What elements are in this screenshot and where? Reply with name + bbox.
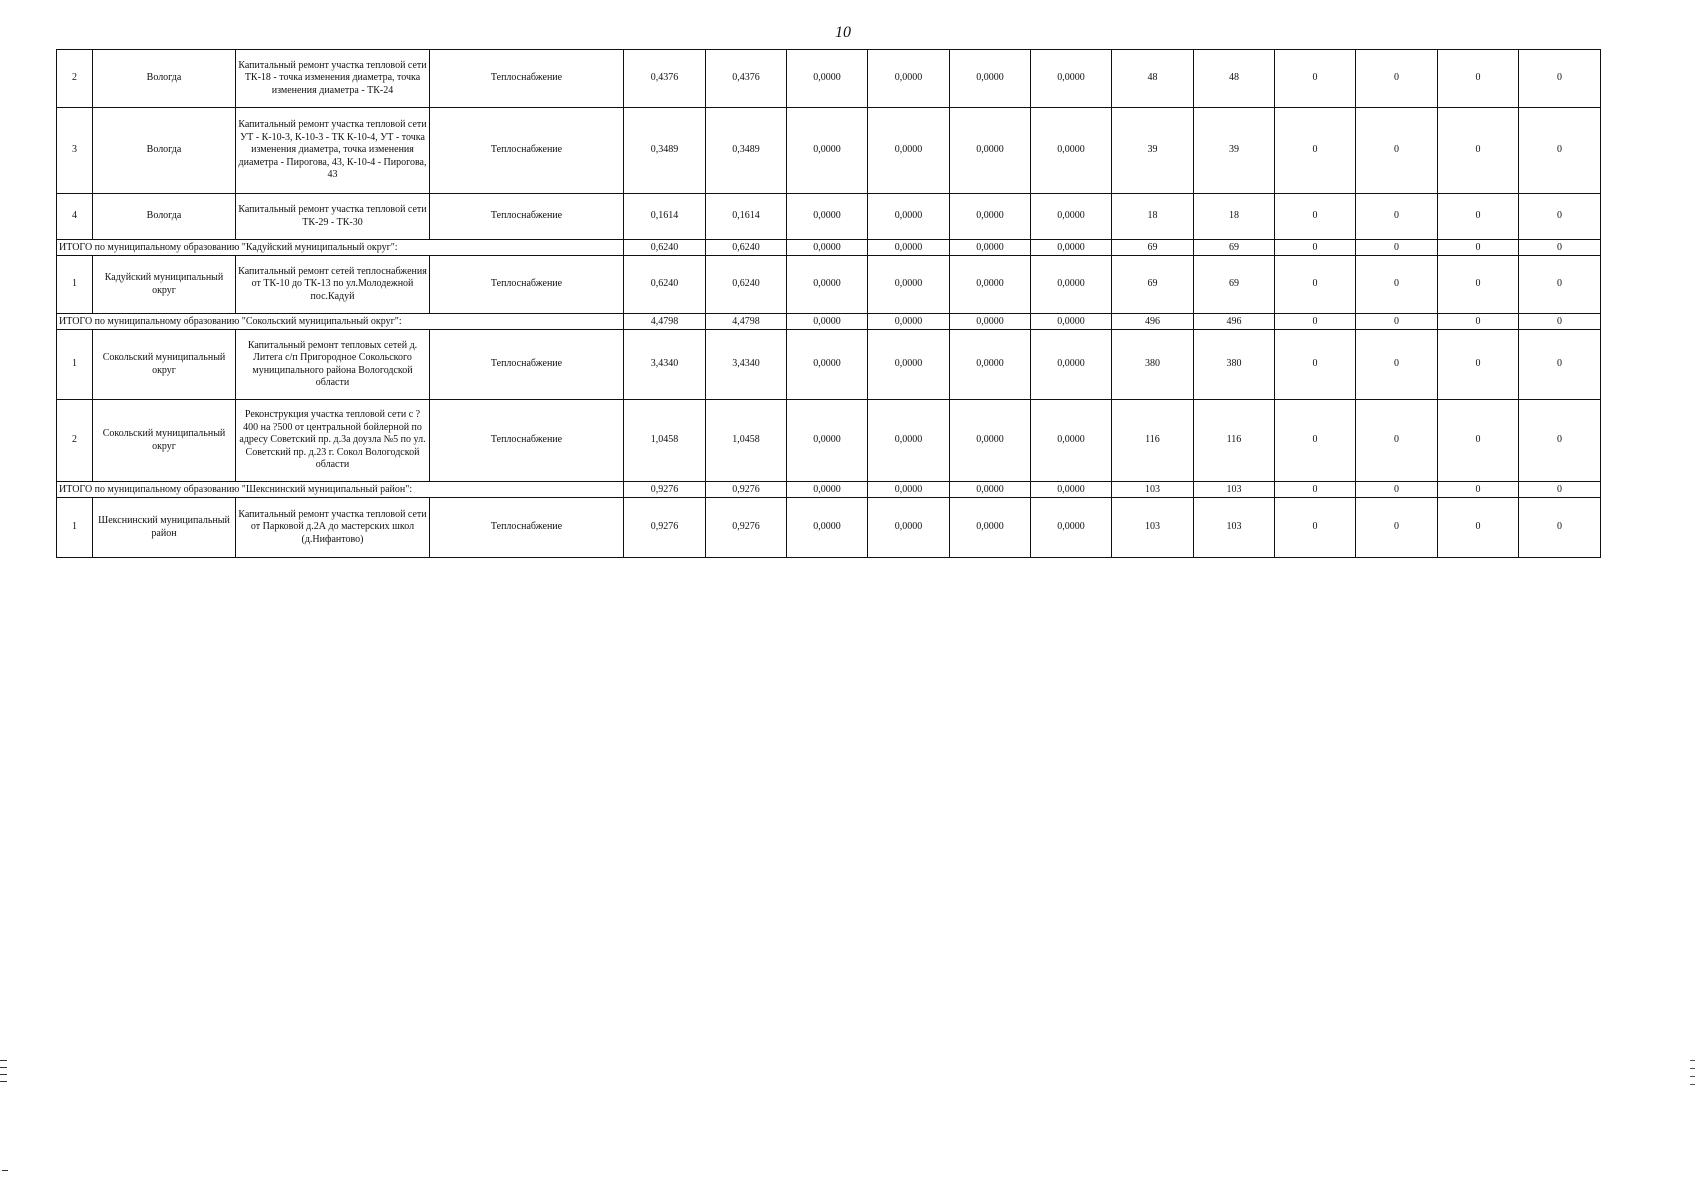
value-cell: 4,4798 bbox=[624, 314, 706, 330]
value-cell: 0 bbox=[1519, 108, 1601, 194]
value-cell: 0 bbox=[1275, 482, 1356, 498]
value-cell: 0,0000 bbox=[950, 256, 1031, 314]
value-cell: 0,0000 bbox=[868, 498, 950, 558]
right-margin-marks bbox=[1690, 1060, 1696, 1100]
value-cell: 0 bbox=[1356, 256, 1438, 314]
value-cell: 0,0000 bbox=[868, 400, 950, 482]
total-label: ИТОГО по муниципальному образованию "Шекснинский муниципальный район": bbox=[57, 482, 624, 498]
value-cell: 0,0000 bbox=[950, 108, 1031, 194]
territory-cell: Шекснинский муниципальный район bbox=[93, 498, 236, 558]
value-cell: 0 bbox=[1519, 194, 1601, 240]
value-cell: 0,0000 bbox=[787, 108, 868, 194]
value-cell: 0,1614 bbox=[706, 194, 787, 240]
value-cell: 0,0000 bbox=[787, 194, 868, 240]
value-cell: 0 bbox=[1519, 50, 1601, 108]
value-cell: 0 bbox=[1356, 240, 1438, 256]
value-cell: 3,4340 bbox=[706, 330, 787, 400]
value-cell: 0,0000 bbox=[950, 314, 1031, 330]
value-cell: 103 bbox=[1112, 482, 1194, 498]
row-number: 1 bbox=[57, 330, 93, 400]
value-cell: 0,0000 bbox=[1031, 400, 1112, 482]
value-cell: 0,0000 bbox=[868, 482, 950, 498]
value-cell: 0,0000 bbox=[868, 194, 950, 240]
value-cell: 0,0000 bbox=[950, 498, 1031, 558]
row-number: 4 bbox=[57, 194, 93, 240]
territory-cell: Вологда bbox=[93, 50, 236, 108]
value-cell: 0 bbox=[1438, 330, 1519, 400]
row-number: 2 bbox=[57, 50, 93, 108]
value-cell: 380 bbox=[1194, 330, 1275, 400]
value-cell: 39 bbox=[1112, 108, 1194, 194]
value-cell: 0,9276 bbox=[624, 482, 706, 498]
value-cell: 0 bbox=[1438, 498, 1519, 558]
value-cell: 0 bbox=[1275, 194, 1356, 240]
table-row bbox=[57, 256, 1601, 314]
value-cell: 0 bbox=[1356, 400, 1438, 482]
value-cell: 380 bbox=[1112, 330, 1194, 400]
value-cell: 0,9276 bbox=[624, 498, 706, 558]
value-cell: 103 bbox=[1194, 498, 1275, 558]
left-margin-marks bbox=[0, 1060, 8, 1098]
value-cell: 0,4376 bbox=[706, 50, 787, 108]
kind-cell: Теплоснабжение bbox=[430, 400, 624, 482]
kind-cell: Теплоснабжение bbox=[430, 256, 624, 314]
value-cell: 0,0000 bbox=[950, 400, 1031, 482]
value-cell: 0 bbox=[1438, 50, 1519, 108]
value-cell: 3,4340 bbox=[624, 330, 706, 400]
value-cell: 0,1614 bbox=[624, 194, 706, 240]
value-cell: 0,0000 bbox=[868, 330, 950, 400]
value-cell: 116 bbox=[1194, 400, 1275, 482]
row-number: 1 bbox=[57, 256, 93, 314]
row-number: 3 bbox=[57, 108, 93, 194]
value-cell: 0,0000 bbox=[787, 330, 868, 400]
value-cell: 0 bbox=[1275, 256, 1356, 314]
table-row bbox=[57, 194, 1601, 240]
event-cell: Капитальный ремонт тепловых сетей д. Литега с/п Пригородное Сокольского муниципального района Вологодской области bbox=[236, 330, 430, 400]
investment-table bbox=[56, 49, 1601, 558]
value-cell: 0 bbox=[1438, 400, 1519, 482]
value-cell: 48 bbox=[1112, 50, 1194, 108]
territory-cell: Вологда bbox=[93, 108, 236, 194]
kind-cell: Теплоснабжение bbox=[430, 108, 624, 194]
value-cell: 18 bbox=[1194, 194, 1275, 240]
value-cell: 0,0000 bbox=[787, 498, 868, 558]
row-number: 1 bbox=[57, 498, 93, 558]
value-cell: 0,9276 bbox=[706, 498, 787, 558]
value-cell: 0,0000 bbox=[950, 330, 1031, 400]
value-cell: 0,0000 bbox=[950, 194, 1031, 240]
value-cell: 0,0000 bbox=[1031, 314, 1112, 330]
value-cell: 69 bbox=[1194, 256, 1275, 314]
value-cell: 0 bbox=[1275, 330, 1356, 400]
value-cell: 0 bbox=[1519, 314, 1601, 330]
value-cell: 0 bbox=[1519, 240, 1601, 256]
value-cell: 0,4376 bbox=[624, 50, 706, 108]
value-cell: 39 bbox=[1194, 108, 1275, 194]
value-cell: 0,0000 bbox=[950, 50, 1031, 108]
value-cell: 0 bbox=[1356, 482, 1438, 498]
value-cell: 103 bbox=[1112, 498, 1194, 558]
value-cell: 0,0000 bbox=[868, 108, 950, 194]
value-cell: 103 bbox=[1194, 482, 1275, 498]
territory-cell: Вологда bbox=[93, 194, 236, 240]
event-cell: Капитальный ремонт участка тепловой сети от Парковой д.2А до мастерских школ (д.Нифантово) bbox=[236, 498, 430, 558]
value-cell: 0,0000 bbox=[787, 314, 868, 330]
left-margin-dash bbox=[2, 1170, 8, 1171]
value-cell: 496 bbox=[1194, 314, 1275, 330]
value-cell: 18 bbox=[1112, 194, 1194, 240]
value-cell: 0,0000 bbox=[1031, 256, 1112, 314]
value-cell: 0,0000 bbox=[950, 482, 1031, 498]
value-cell: 0,0000 bbox=[1031, 108, 1112, 194]
value-cell: 0,6240 bbox=[706, 240, 787, 256]
value-cell: 0 bbox=[1275, 498, 1356, 558]
value-cell: 0 bbox=[1356, 314, 1438, 330]
value-cell: 0,0000 bbox=[787, 50, 868, 108]
value-cell: 0,0000 bbox=[1031, 50, 1112, 108]
value-cell: 69 bbox=[1112, 240, 1194, 256]
value-cell: 0 bbox=[1519, 256, 1601, 314]
value-cell: 0,0000 bbox=[1031, 482, 1112, 498]
value-cell: 0,0000 bbox=[868, 240, 950, 256]
value-cell: 0 bbox=[1438, 108, 1519, 194]
total-row bbox=[57, 314, 1601, 330]
value-cell: 0,0000 bbox=[868, 314, 950, 330]
value-cell: 116 bbox=[1112, 400, 1194, 482]
row-number: 2 bbox=[57, 400, 93, 482]
value-cell: 0,6240 bbox=[624, 240, 706, 256]
value-cell: 0 bbox=[1275, 50, 1356, 108]
value-cell: 0 bbox=[1275, 314, 1356, 330]
event-cell: Капитальный ремонт участка тепловой сети ТК-29 - ТК-30 bbox=[236, 194, 430, 240]
total-label: ИТОГО по муниципальному образованию "Сокольский муниципальный округ": bbox=[57, 314, 624, 330]
value-cell: 0 bbox=[1438, 256, 1519, 314]
territory-cell: Кадуйский муниципальный округ bbox=[93, 256, 236, 314]
value-cell: 0,0000 bbox=[1031, 194, 1112, 240]
table-row bbox=[57, 108, 1601, 194]
value-cell: 0,0000 bbox=[787, 400, 868, 482]
value-cell: 0,0000 bbox=[1031, 330, 1112, 400]
value-cell: 0,3489 bbox=[624, 108, 706, 194]
event-cell: Реконструкция участка тепловой сети с ?400 на ?500 от центральной бойлерной по адресу Советский пр. д.3а доузла №5 по ул. Советский пр. д.23 г. Сокол Вологодской области bbox=[236, 400, 430, 482]
value-cell: 0,0000 bbox=[1031, 240, 1112, 256]
value-cell: 0 bbox=[1519, 330, 1601, 400]
value-cell: 0,0000 bbox=[950, 240, 1031, 256]
value-cell: 0 bbox=[1519, 498, 1601, 558]
value-cell: 0,6240 bbox=[706, 256, 787, 314]
value-cell: 0,0000 bbox=[787, 482, 868, 498]
value-cell: 69 bbox=[1194, 240, 1275, 256]
kind-cell: Теплоснабжение bbox=[430, 498, 624, 558]
value-cell: 0,0000 bbox=[1031, 498, 1112, 558]
value-cell: 0,0000 bbox=[787, 256, 868, 314]
page-number: 10 bbox=[835, 24, 851, 41]
table-row bbox=[57, 400, 1601, 482]
event-cell: Капитальный ремонт участка тепловой сети УТ - К-10-3, К-10-3 - ТК К-10-4, УТ - точка изменения диаметра, точка изменения диаметра - Пирогова, 43, К-10-4 - Пирогова, 43 bbox=[236, 108, 430, 194]
value-cell: 0,0000 bbox=[868, 50, 950, 108]
kind-cell: Теплоснабжение bbox=[430, 330, 624, 400]
event-cell: Капитальный ремонт сетей теплоснабжения от ТК-10 до ТК-13 по ул.Молодежной пос.Кадуй bbox=[236, 256, 430, 314]
total-label: ИТОГО по муниципальному образованию "Кадуйский муниципальный округ": bbox=[57, 240, 624, 256]
value-cell: 0 bbox=[1356, 194, 1438, 240]
territory-cell: Сокольский муниципальный округ bbox=[93, 400, 236, 482]
value-cell: 0 bbox=[1356, 108, 1438, 194]
value-cell: 0 bbox=[1356, 50, 1438, 108]
territory-cell: Сокольский муниципальный округ bbox=[93, 330, 236, 400]
total-row bbox=[57, 240, 1601, 256]
value-cell: 0,6240 bbox=[624, 256, 706, 314]
value-cell: 0 bbox=[1275, 240, 1356, 256]
table-row bbox=[57, 330, 1601, 400]
value-cell: 0 bbox=[1356, 330, 1438, 400]
kind-cell: Теплоснабжение bbox=[430, 194, 624, 240]
value-cell: 4,4798 bbox=[706, 314, 787, 330]
value-cell: 0 bbox=[1275, 108, 1356, 194]
kind-cell: Теплоснабжение bbox=[430, 50, 624, 108]
value-cell: 0,0000 bbox=[787, 240, 868, 256]
value-cell: 0,3489 bbox=[706, 108, 787, 194]
value-cell: 1,0458 bbox=[624, 400, 706, 482]
event-cell: Капитальный ремонт участка тепловой сети ТК-18 - точка изменения диаметра, точка изменения диаметра - ТК-24 bbox=[236, 50, 430, 108]
value-cell: 1,0458 bbox=[706, 400, 787, 482]
value-cell: 0 bbox=[1275, 400, 1356, 482]
value-cell: 0,0000 bbox=[868, 256, 950, 314]
total-row bbox=[57, 482, 1601, 498]
value-cell: 0,9276 bbox=[706, 482, 787, 498]
value-cell: 0 bbox=[1438, 194, 1519, 240]
value-cell: 496 bbox=[1112, 314, 1194, 330]
table-body bbox=[57, 50, 1601, 558]
value-cell: 0 bbox=[1519, 400, 1601, 482]
value-cell: 0 bbox=[1438, 240, 1519, 256]
table-row bbox=[57, 498, 1601, 558]
value-cell: 0 bbox=[1356, 498, 1438, 558]
value-cell: 69 bbox=[1112, 256, 1194, 314]
value-cell: 48 bbox=[1194, 50, 1275, 108]
value-cell: 0 bbox=[1438, 482, 1519, 498]
table-row bbox=[57, 50, 1601, 108]
value-cell: 0 bbox=[1519, 482, 1601, 498]
value-cell: 0 bbox=[1438, 314, 1519, 330]
